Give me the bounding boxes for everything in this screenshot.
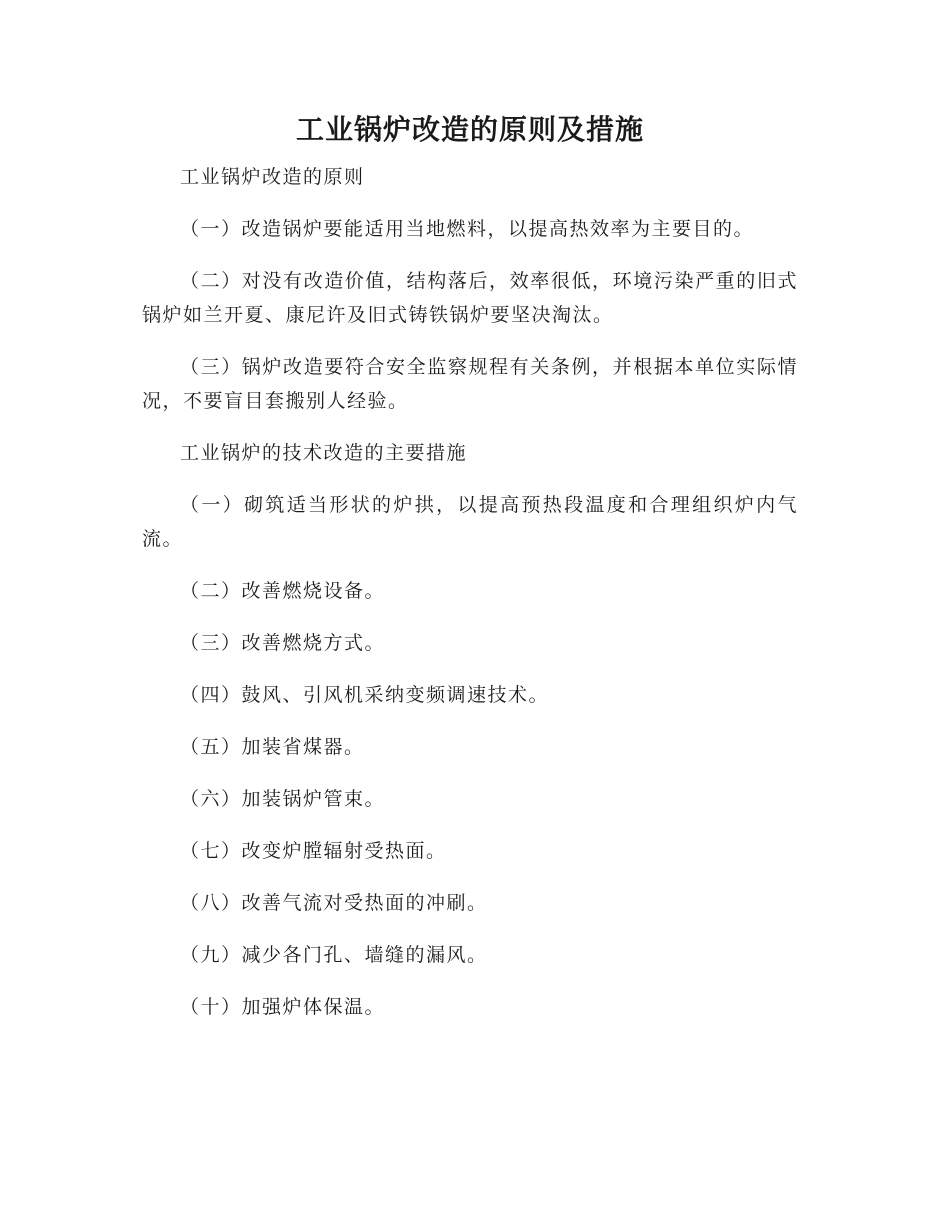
document-title: 工业锅炉改造的原则及措施 [295,113,644,146]
document-page [142,108,798,1042]
measure-item-7: （七）改变炉膛辐射受热面。 [180,840,447,862]
section-heading-principles: 工业锅炉改造的原则 [180,166,365,188]
measure-item-4: （四）鼓风、引风机采纳变频调速技术。 [180,684,550,706]
measure-item-5: （五）加装省煤器。 [180,736,365,758]
measure-item-3: （三）改善燃烧方式。 [180,632,386,654]
section-heading-measures: 工业锅炉的技术改造的主要措施 [180,442,468,464]
principle-item-2: （二）对没有改造价值，结构落后，效率很低，环境污染严重的旧式锅炉如兰开夏、康尼许及旧式铸铁锅炉要坚决淘汰。 [142,270,798,326]
measure-item-8: （八）改善气流对受热面的冲刷。 [180,892,488,914]
measure-item-2: （二）改善燃烧设备。 [180,580,386,602]
principle-item-3: （三）锅炉改造要符合安全监察规程有关条例，并根据本单位实际情况，不要盲目套搬别人经验。 [142,356,798,412]
measure-item-1: （一）砌筑适当形状的炉拱，以提高预热段温度和合理组织炉内气流。 [142,494,798,550]
measure-item-10: （十）加强炉体保温。 [180,996,386,1018]
measure-item-6: （六）加装锅炉管束。 [180,788,386,810]
principle-item-1: （一）改造锅炉要能适用当地燃料，以提高热效率为主要目的。 [180,218,755,240]
measure-item-9: （九）减少各门孔、墙缝的漏风。 [180,944,488,966]
